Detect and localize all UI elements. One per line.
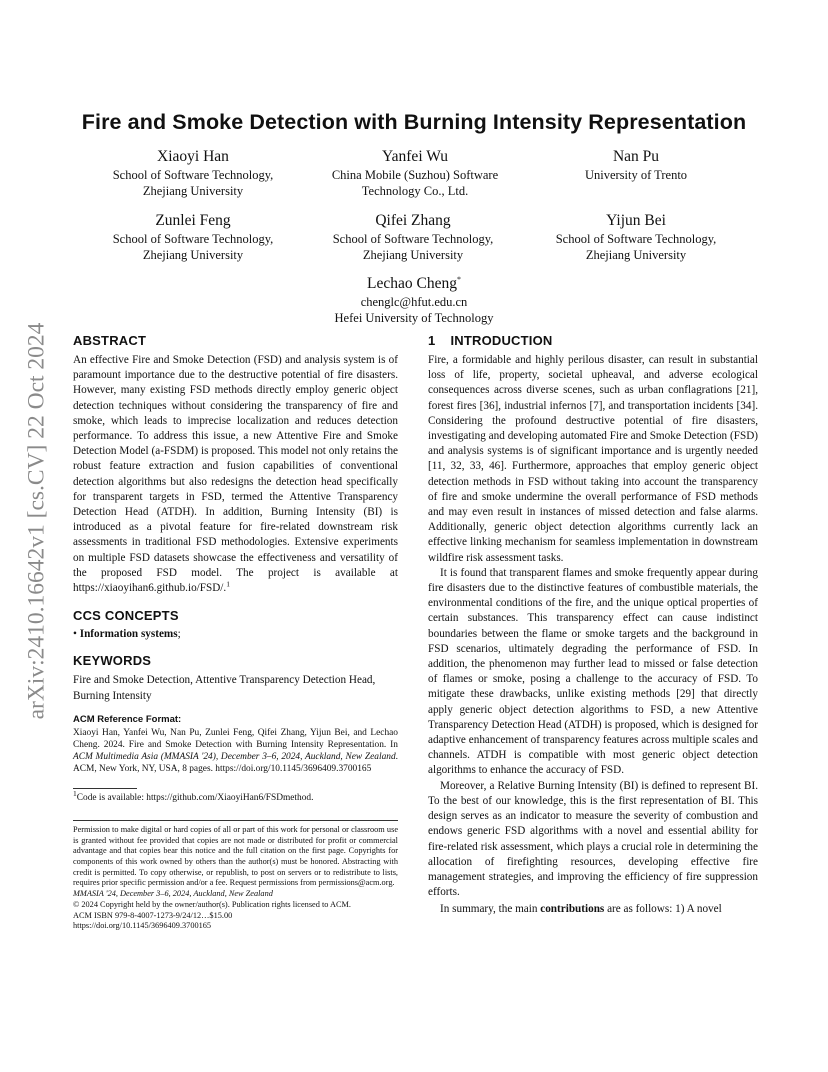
author-block [78,211,308,263]
author-affiliation: China Mobile (Suzhou) Software Technology Co., Ltd. [331,168,499,198]
author-name: Yanfei Wu [382,148,448,165]
permission-block [73,825,398,932]
footnote-rule [73,788,137,789]
introduction-heading: 1 INTRODUCTION [428,333,553,348]
footnote: $^1$Code is available: https://github.com/XiaoyiHan6/FSDmethod. [73,788,314,803]
introduction-paragraph: Moreover, a Relative Burning Intensity (BI) is defined to represent BI. To the best of our knowledge, this is the first representation of BI. This design serves as an indicator to measure the severity of combustion and endows generic FSD algorithms with a novel and essential ability for fire-related risk assessment, which plays a crucial role in determining the allocation of firefighting resources, developing effective fire management strategies, and improving the efficiency of fire suppression efforts. [428,779,758,899]
keywords-text: Fire and Smoke Detection, Attentive Transparency Detection Head, Burning Intensity [73,674,376,702]
acm-reference-text: Xiaoyi Han, Yanfei Wu, Nan Pu, Zunlei Feng, Qifei Zhang, Yijun Bei, and Lechao Cheng. 2024. Fire and Smoke Detection with Burning Intensity Representation. In ACM Multimedia Asia (MMASIA '24), December 3–6, 2024, Auckland, New Zealand. ACM, New York, NY, USA, 8 pages. https://doi.org/10.1145/3696409.3700165 [73,727,398,775]
permission-doi[interactable]: https://doi.org/10.1145/3696409.3700165 [73,921,212,931]
ccs-heading: CCS CONCEPTS [73,608,179,624]
acm-reference-heading: ACM Reference Format: [73,713,182,725]
author-affiliation: chenglc@hfut.edu.cn Hefei University of Technology [299,294,529,326]
ccs-item: • Information systems; [73,628,181,641]
author-name: Lechao Cheng* [367,274,461,292]
author-affiliation: School of Software Technology, Zhejiang University [555,232,717,262]
permission-copyright: © 2024 Copyright held by the owner/author(s). Publication rights licensed to ACM. [73,899,351,909]
author-block [521,147,751,183]
author-affiliation: School of Software Technology, Zhejiang University [112,168,274,198]
acm-reference [73,714,398,776]
introduction-paragraph: Fire, a formidable and highly perilous disaster, can result in substantial loss of life, property, societal upheaval, and adverse ecological consequences across diverse scenes, such as urban conflagrations [21], forest fires [36], industrial infernos [7], and transportation incidents [34]. Considering the profound destructive potential of fire disasters, investigating and developing automated Fire and Smoke Detection (FSD) and analysis systems is of significant importance and is urgently needed [11, 32, 33, 46]. Furthermore, approaches that employ generic object detection methods in FSD without taking into account the transparency of fire and smoke undermine the overall performance of FSD methods and may even result in instances of missed detection and false alarms. Additionally, generic object detection algorithms currently lack an effective linking mechanism for seamless implementation in downstream wildfire risk assessment tasks. [428,354,758,564]
author-affiliation: School of Software Technology, Zhejiang University [112,232,274,262]
author-block [298,211,528,263]
permission-isbn: ACM ISBN 979-8-4007-1273-9/24/12…$15.00 [73,910,233,920]
introduction-paragraph: It is found that transparent flames and smoke frequently appear during fire disasters due to the distinctive features of combustible materials, the environmental conditions of the fire, and the unique optical properties of certain substances. This transparency effect can cause indistinct boundaries between the flame or smoke targets and the background in FSD scenarios, ultimately degrading the performance of FSD. In addition, the phenomenon may further lead to missed or false detection of flames or smoke, posing a challenge to the accuracy of FSD. To mitigate these drawbacks, unlike existing methods [29] that directly apply generic object detection algorithms to FSD, a new Attentive Transparency Detection Head (ATDH) is proposed, which is designed for adaptive enhancement of transparency features across multiple scales and channels. ATDH is compatible with most generic object detection algorithms to enhance the accuracy of FSD. [428,566,758,777]
permission-text: Permission to make digital or hard copies of all or part of this work for personal or classroom use is granted without fee provided that copies are not made or distributed for profit or commercial advantage and that copies bear this notice and the full citation on the first page. Copyrights for components of this work owned by others than the author(s) must be honored. Abstracting with credit is permitted. To copy otherwise, or republish, to post on servers or to redistribute to lists, requires prior specific permission and/or a fee. Request permissions from permissions@acm.org. [73,824,398,888]
author-affiliation: School of Software Technology, Zhejiang University [332,232,494,262]
footnote-marker: 1 [226,579,230,589]
introduction-paragraph: In summary, the main contributions are as follows: 1) A novel [440,903,722,916]
abstract-heading: ABSTRACT [73,333,147,348]
author-name: Xiaoyi Han [157,148,229,165]
author-name: Yijun Bei [606,212,666,229]
author-block [299,274,529,326]
author-block [521,211,751,263]
author-email: chenglc@hfut.edu.cn [360,295,468,309]
author-affiliation: University of Trento [584,168,688,182]
paper-title: Fire and Smoke Detection with Burning Intensity Representation [81,110,747,134]
author-name: Nan Pu [612,148,660,165]
author-name: Qifei Zhang [375,212,451,229]
corresponding-author-mark: * [456,274,461,284]
arxiv-stamp [14,286,60,756]
author-block [78,147,308,199]
left-column [73,333,398,932]
author-block [300,147,530,199]
keywords-heading: KEYWORDS [73,653,152,669]
permission-rule [73,820,398,821]
permission-venue: MMASIA '24, December 3–6, 2024, Auckland, New Zealand [73,889,273,899]
abstract-text: An effective Fire and Smoke Detection (FSD) and analysis system is of paramount importance due to the destructive potential of fire disasters. However, many existing FSD methods directly employ generic object detection techniques without considering the transparency of fire and smoke, which leads to imprecise localization and reduces detection performance. To address this issue, a new Attentive Fire and Smoke Detection Model (a-FSDM) is proposed. This model not only retains the robust feature extraction and fusion capabilities of conventional detection algorithms but also redesigns the detection head specifically for transparent targets in FSD, termed the Attentive Transparency Detection Head (ATDH). In addition, Burning Intensity (BI) is introduced as a pivotal feature for fire-related downstream risk assessments in traditional FSD methodologies. Extensive experiments on multiple FSD datasets showcase the effectiveness and versatility of the proposed FSD model. The project is available at https://xiaoyihan6.github.io/FSD/.$^1$ [73,354,398,595]
right-column [428,333,758,918]
arxiv-stamp-text: arXiv:2410.16642v1 [cs.CV] 22 Oct 2024 [23,322,50,720]
author-name: Zunlei Feng [155,212,231,229]
